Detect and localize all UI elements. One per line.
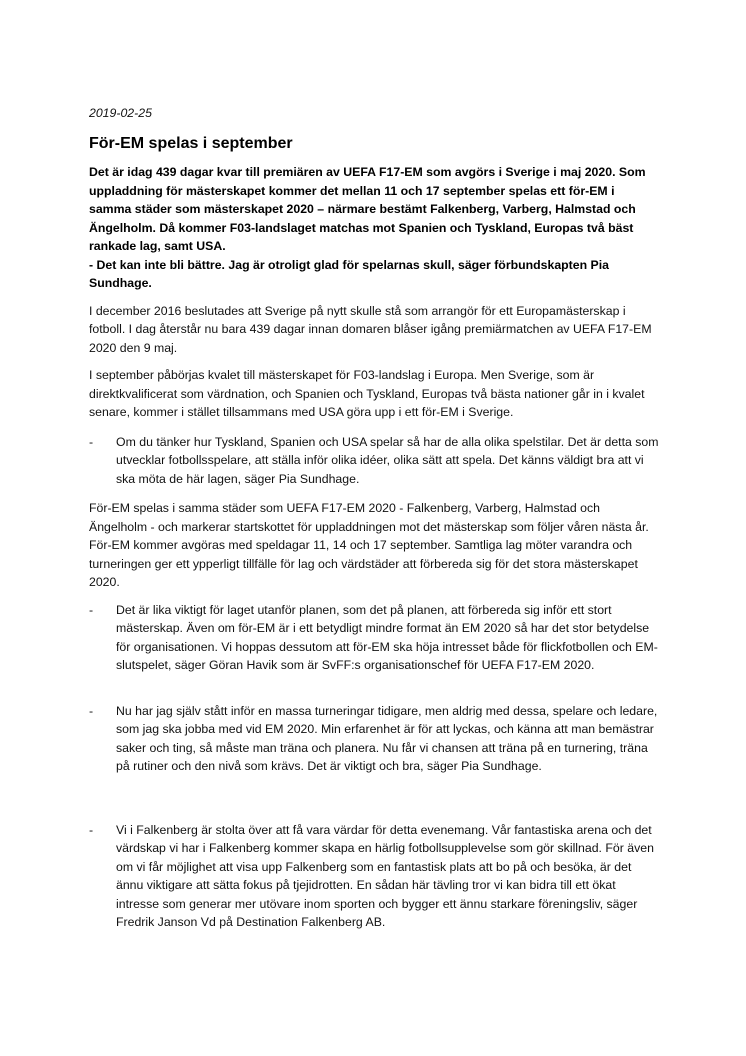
- article-date: 2019-02-25: [89, 106, 152, 120]
- quote-text: Nu har jag själv stått inför en massa turneringar tidigare, men aldrig med dessa, spelare och ledare, som jag ska jobba med vid EM 2020. Min erfarenhet är för att lyckas, och känna att man bemästrar saker och ting, så måste man träna och planera. Nu får vi chansen att träna på en turnering, träna på rutiner och den nivå som krävs. Det är viktigt och bra, säger Pia Sundhage.: [116, 703, 658, 773]
- dash-bullet: -: [89, 434, 94, 449]
- dash-bullet: -: [89, 822, 94, 837]
- article-title: För-EM spelas i september: [89, 135, 293, 152]
- quote-text: Vi i Falkenberg är stolta över att få vara värdar för detta evenemang. Vår fantastiska arena och det värdskap vi har i Falkenberg kommer skapa en härlig fotbollsupplevelse som gör skillnad. För även om vi får möjlighet att visa upp Falkenberg som en fantastisk plats att bo på och besöka, är det ännu viktigare att sätta fokus på tjejidrotten. En sådan här tävling tror vi kan bidra till ett ökat intresse som generar mer utövare inom sporten och bygger ett ännu starkare föreningsliv, säger Fredrik Janson Vd på Destination Falkenberg AB.: [116, 822, 654, 929]
- quote-item-1: [89, 433, 659, 489]
- dash-bullet: -: [89, 602, 94, 617]
- quote-text: Det är lika viktigt för laget utanför planen, som det på planen, att förbereda sig inför ett stort mästerskap. Även om för-EM är i ett betydligt mindre format än EM 2020 så har det stor betydelse för organisationen. Vi hoppas dessutom att för-EM ska höja intresset både för flickfotbollen och EM-slutspelet, säger Göran Havik som är SvFF:s organisationschef för UEFA F17-EM 2020.: [116, 602, 658, 672]
- document-page: [89, 105, 659, 941]
- body-paragraph-1: I december 2016 beslutades att Sverige på nytt skulle stå som arrangör för ett Europamästerskap i fotboll. I dag återstår nu bara 439 dagar innan domaren blåser igång premiärmatchen av UEFA F17-EM 2020 den 9 maj.: [89, 303, 652, 355]
- quote-item-2: [89, 601, 659, 675]
- body-paragraph-2: I september påbörjas kvalet till mästerskapet för F03-landslag i Europa. Men Sverige, som är direktkvalificerat som värdnation, och Spanien och Tyskland, Europas två bästa nationer går in i kvalet senare, kommer i stället tillsammans med USA göra upp i ett för-EM i Sverige.: [89, 368, 645, 419]
- dash-bullet: -: [89, 703, 94, 718]
- quote-item-4: [89, 821, 659, 932]
- lead-paragraph: Det är idag 439 dagar kvar till premiären av UEFA F17-EM som avgörs i Sverige i maj 2020. Som uppladdning för mästerskapet kommer det mellan 11 och 17 september spelas ett för-EM i samma städer som mästerskapet 2020 – närmare bestämt Falkenberg, Varberg, Halmstad och Ängelholm. Då kommer F03-landslaget matchas mot Spanien och Tyskland, Europas två bäst rankade lag, samt USA.: [89, 165, 646, 253]
- lead-quote: - Det kan inte bli bättre. Jag är otroligt glad för spelarnas skull, säger förbundskapten Pia Sundhage.: [89, 257, 609, 290]
- article-lead: [89, 163, 659, 293]
- quote-text: Om du tänker hur Tyskland, Spanien och USA spelar så har de alla olika spelstilar. Det är detta som utvecklar fotbollsspelare, att ställa inför olika idéer, olika sätt att spela. Det känns väldigt bra att vi ska möta de här lagen, säger Pia Sundhage.: [116, 434, 659, 486]
- body-paragraph-3: För-EM spelas i samma städer som UEFA F17-EM 2020 - Falkenberg, Varberg, Halmstad och Ängelholm - och markerar startskottet för uppladdningen mot det mästerskap som följer våren nästa år. För-EM kommer avgöras med speldagar 11, 14 och 17 september. Samtliga lag möter varandra och turneringen ger ett ypperligt tillfälle för lag och värdstäder att förbereda sig för det stora mästerskapet 2020.: [89, 501, 649, 589]
- quote-item-3: [89, 702, 659, 776]
